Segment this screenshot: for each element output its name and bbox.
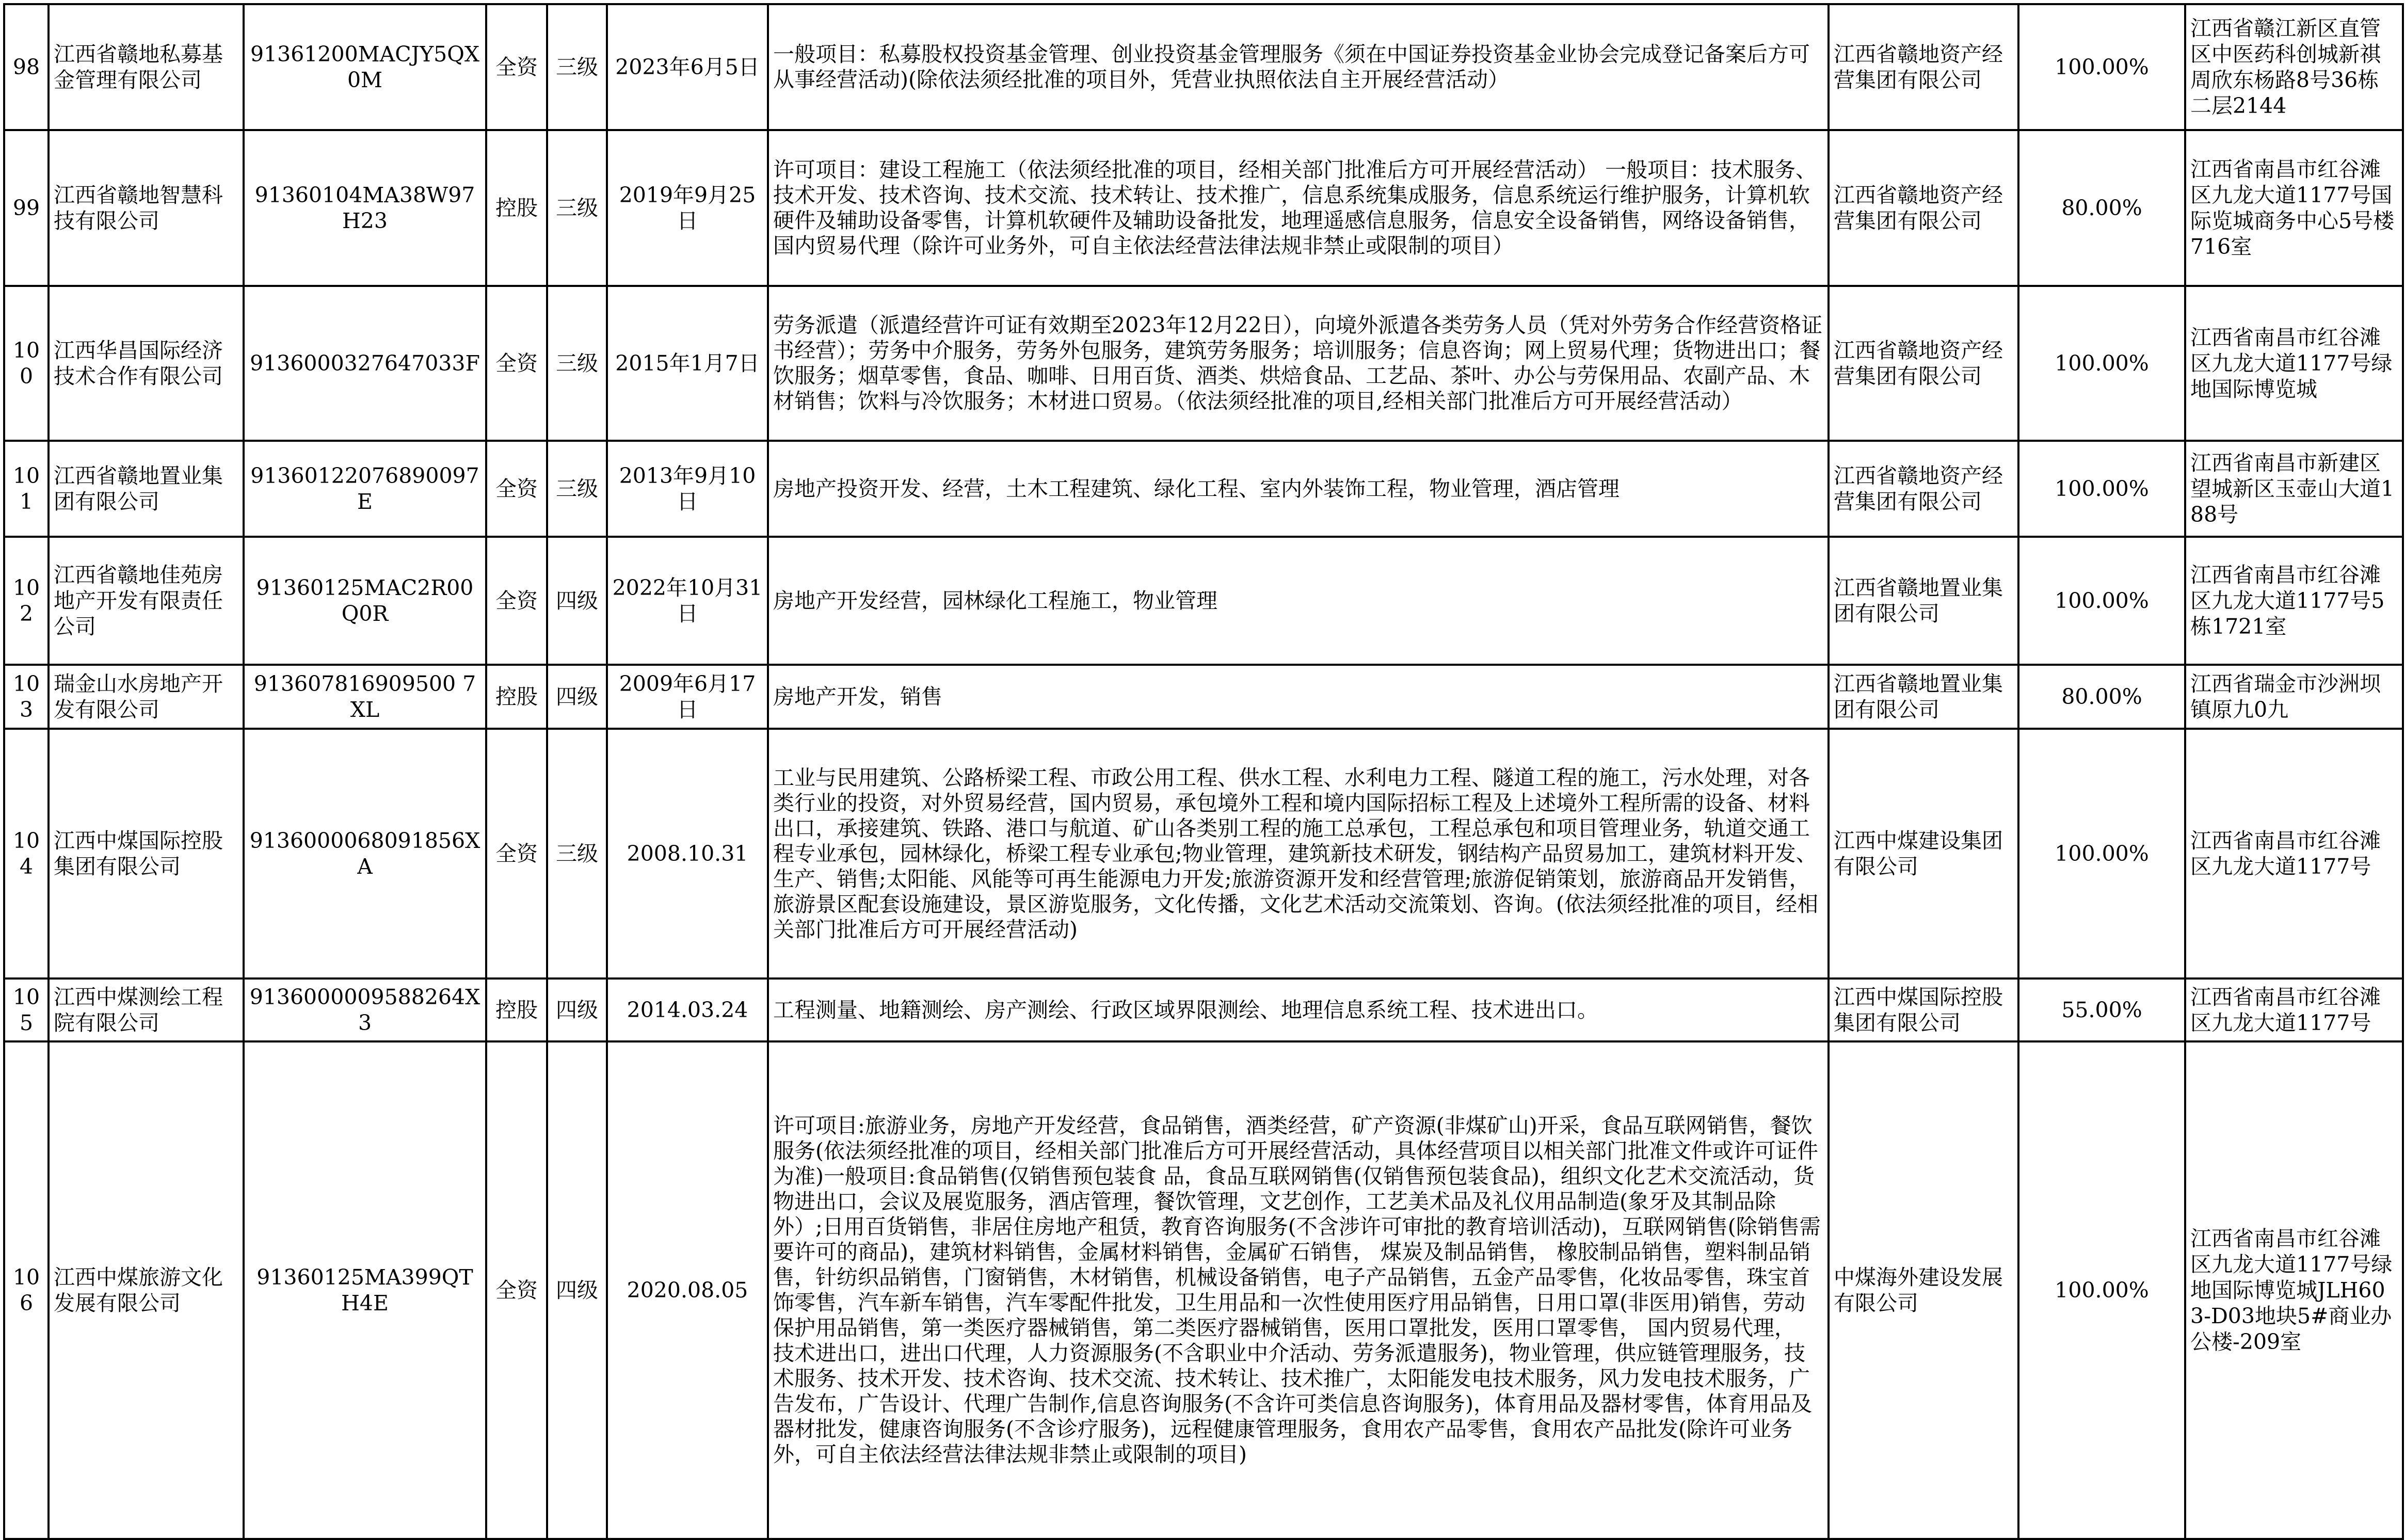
company-name: 江西省赣地私募基金管理有限公司 — [49, 4, 244, 130]
parent-company: 江西省赣地资产经营集团有限公司 — [1829, 130, 2018, 286]
establish-date: 2014.03.24 — [607, 978, 768, 1041]
credit-code: 91360122076890097E — [244, 441, 486, 537]
parent-company: 江西省赣地资产经营集团有限公司 — [1829, 4, 2018, 130]
row-number: 98 — [4, 4, 49, 130]
ownership-type: 全资 — [486, 729, 547, 978]
company-name: 瑞金山水房地产开发有限公司 — [49, 665, 244, 729]
parent-company: 江西省赣地置业集团有限公司 — [1829, 665, 2018, 729]
company-level: 三级 — [547, 729, 607, 978]
share-percentage: 100.00% — [2018, 286, 2185, 441]
table-row — [4, 537, 2403, 665]
business-scope: 房地产投资开发、经营，土木工程建筑、绿化工程、室内外装饰工程，物业管理，酒店管理 — [768, 441, 1829, 537]
share-percentage: 100.00% — [2018, 729, 2185, 978]
business-scope: 许可项目：建设工程施工（依法须经批准的项目，经相关部门批准后方可开展经营活动） 一般项目：技术服务、技术开发、技术咨询、技术交流、技术转让、技术推广，信息系统集成服务，信息系统运行维护服务，计算机软硬件及辅助设备零售，计算机软硬件及辅助设备批发，地理遥感信息服务，信息安全设备销售，网络设备销售，国内贸易代理（除许可业务外，可自主依法经营法律法规非禁止或限制的项目） — [768, 130, 1829, 286]
company-level: 三级 — [547, 286, 607, 441]
establish-date: 2013年9月10日 — [607, 441, 768, 537]
company-name: 江西省赣地佳苑房地产开发有限责任公司 — [49, 537, 244, 665]
company-level: 四级 — [547, 537, 607, 665]
ownership-type: 全资 — [486, 286, 547, 441]
credit-code: 91360125MAC2R00Q0R — [244, 537, 486, 665]
credit-code: 91361200MACJY5QX0M — [244, 4, 486, 130]
row-number: 100 — [4, 286, 49, 441]
registered-address: 江西省赣江新区直管区中医药科创城新祺周欣东杨路8号36栋二层2144 — [2185, 4, 2403, 130]
share-percentage: 80.00% — [2018, 130, 2185, 286]
company-level: 四级 — [547, 978, 607, 1041]
table-row — [4, 665, 2403, 729]
credit-code: 9136000068091856XA — [244, 729, 486, 978]
ownership-type: 全资 — [486, 1041, 547, 1539]
business-scope: 房地产开发经营，园林绿化工程施工，物业管理 — [768, 537, 1829, 665]
company-name: 江西省赣地智慧科技有限公司 — [49, 130, 244, 286]
ownership-type: 全资 — [486, 4, 547, 130]
row-number: 101 — [4, 441, 49, 537]
registered-address: 江西省南昌市红谷滩区九龙大道1177号 — [2185, 978, 2403, 1041]
business-scope: 工程测量、地籍测绘、房产测绘、行政区域界限测绘、地理信息系统工程、技术进出口。 — [768, 978, 1829, 1041]
table-row — [4, 441, 2403, 537]
company-name: 江西省赣地置业集团有限公司 — [49, 441, 244, 537]
company-level: 三级 — [547, 4, 607, 130]
establish-date: 2008.10.31 — [607, 729, 768, 978]
registered-address: 江西省南昌市红谷滩区九龙大道1177号5栋1721室 — [2185, 537, 2403, 665]
company-level: 三级 — [547, 441, 607, 537]
table-row — [4, 130, 2403, 286]
business-scope: 一般项目：私募股权投资基金管理、创业投资基金管理服务《须在中国证券投资基金业协会完成登记备案后方可从事经营活动)(除依法须经批准的项目外，凭营业执照依法自主开展经营活动） — [768, 4, 1829, 130]
table-row — [4, 286, 2403, 441]
ownership-type: 控股 — [486, 130, 547, 286]
share-percentage: 100.00% — [2018, 537, 2185, 665]
registered-address: 江西省南昌市红谷滩区九龙大道1177号 — [2185, 729, 2403, 978]
credit-code: 91360125MA399QTH4E — [244, 1041, 486, 1539]
registered-address: 江西省南昌市红谷滩区九龙大道1177号国际览城商务中心5号楼716室 — [2185, 130, 2403, 286]
share-percentage: 100.00% — [2018, 441, 2185, 537]
table-row — [4, 978, 2403, 1041]
credit-code: 9136000009588264X3 — [244, 978, 486, 1041]
parent-company: 江西中煤国际控股集团有限公司 — [1829, 978, 2018, 1041]
business-scope: 劳务派遣（派遣经营许可证有效期至2023年12月22日），向境外派遣各类劳务人员（凭对外劳务合作经营资格证书经营）；劳务中介服务，劳务外包服务，建筑劳务服务；培训服务；信息咨询；网上贸易代理；货物进出口；餐饮服务；烟草零售，食品、咖啡、日用百货、酒类、烘焙食品、工艺品、茶叶、办公与劳保用品、农副产品、木材销售；饮料与冷饮服务；木材进口贸易。（依法须经批准的项目,经相关部门批准后方可开展经营活动） — [768, 286, 1829, 441]
parent-company: 江西省赣地资产经营集团有限公司 — [1829, 441, 2018, 537]
business-scope: 工业与民用建筑、公路桥梁工程、市政公用工程、供水工程、水利电力工程、隧道工程的施工，污水处理，对各类行业的投资，对外贸易经营，国内贸易，承包境外工程和境内国际招标工程及上述境外工程所需的设备、材料出口，承接建筑、铁路、港口与航道、矿山各类别工程的施工总承包，工程总承包和项目管理业务，轨道交通工程专业承包，园林绿化，桥梁工程专业承包;物业管理，建筑新技术研发，钢结构产品贸易加工，建筑材料开发、生产、销售;太阳能、风能等可再生能源电力开发;旅游资源开发和经营管理;旅游促销策划，旅游商品开发销售，旅游景区配套设施建设，景区游览服务，文化传播，文化艺术活动交流策划、咨询。(依法须经批准的项目，经相关部门批准后方可开展经营活动) — [768, 729, 1829, 978]
share-percentage: 55.00% — [2018, 978, 2185, 1041]
business-scope: 房地产开发，销售 — [768, 665, 1829, 729]
registered-address: 江西省南昌市新建区望城新区玉壶山大道188号 — [2185, 441, 2403, 537]
company-name: 江西中煤测绘工程院有限公司 — [49, 978, 244, 1041]
establish-date: 2020.08.05 — [607, 1041, 768, 1539]
parent-company: 中煤海外建设发展有限公司 — [1829, 1041, 2018, 1539]
establish-date: 2022年10月31日 — [607, 537, 768, 665]
row-number: 106 — [4, 1041, 49, 1539]
company-registry-table — [3, 3, 2404, 1540]
parent-company: 江西省赣地资产经营集团有限公司 — [1829, 286, 2018, 441]
table-row — [4, 4, 2403, 130]
establish-date: 2023年6月5日 — [607, 4, 768, 130]
business-scope: 许可项目:旅游业务，房地产开发经营，食品销售，酒类经营，矿产资源(非煤矿山)开采，食品互联网销售，餐饮服务(依法须经批准的项目，经相关部门批准后方可开展经营活动，具体经营项目以相关部门批准文件或许可证件为准)一般项目:食品销售(仅销售预包装食 品，食品互联网销售(仅销售预包装食品)，组织文化艺术交流活动，货物进出口，会议及展览服务，酒店管理，餐饮管理，文艺创作，工艺美术品及礼仪用品制造(象牙及其制品除外）;日用百货销售，非居住房地产租赁，教育咨询服务(不含涉许可审批的教育培训活动)，互联网销售(除销售需要许可的商品)，建筑材料销售，金属材料销售，金属矿石销售， 煤炭及制品销售， 橡胶制品销售，塑料制品销售，针纺织品销售，门窗销售，木材销售，机械设备销售，电子产品销售，五金产品零售，化妆品零售，珠宝首饰零售，汽车新车销售，汽车零配件批发，卫生用品和一次性使用医疗用品销售，日用口罩(非医用)销售，劳动保护用品销售，第一类医疗器械销售，第二类医疗器械销售，医用口罩批发，医用口罩零售， 国内贸易代理， 技术进出口，进出口代理，人力资源服务(不含职业中介活动、劳务派遣服务)，物业管理，供应链管理服务，技术服务、技术开发、技术咨询、技术交流、技术转让、技术推广，太阳能发电技术服务，风力发电技术服务，广告发布，广告设计、代理广告制作,信息咨询服务(不含许可类信息咨询服务)，体育用品及器材零售，体育用品及器材批发，健康咨询服务(不含诊疗服务)，远程健康管理服务，食用农产品零售，食用农产品批发(除许可业务外，可自主依法经营法律法规非禁止或限制的项目) — [768, 1041, 1829, 1539]
credit-code: 91360104MA38W97H23 — [244, 130, 486, 286]
company-level: 三级 — [547, 130, 607, 286]
row-number: 104 — [4, 729, 49, 978]
establish-date: 2009年6月17日 — [607, 665, 768, 729]
row-number: 99 — [4, 130, 49, 286]
share-percentage: 100.00% — [2018, 4, 2185, 130]
ownership-type: 控股 — [486, 978, 547, 1041]
company-name: 江西华昌国际经济技术合作有限公司 — [49, 286, 244, 441]
table-row — [4, 1041, 2403, 1539]
row-number: 105 — [4, 978, 49, 1041]
establish-date: 2015年1月7日 — [607, 286, 768, 441]
table-row — [4, 729, 2403, 978]
ownership-type: 全资 — [486, 441, 547, 537]
establish-date: 2019年9月25日 — [607, 130, 768, 286]
company-name: 江西中煤国际控股集团有限公司 — [49, 729, 244, 978]
share-percentage: 100.00% — [2018, 1041, 2185, 1539]
ownership-type: 控股 — [486, 665, 547, 729]
row-number: 102 — [4, 537, 49, 665]
registered-address: 江西省瑞金市沙洲坝镇原九0九 — [2185, 665, 2403, 729]
credit-code: 913607816909500 7XL — [244, 665, 486, 729]
company-name: 江西中煤旅游文化发展有限公司 — [49, 1041, 244, 1539]
company-level: 四级 — [547, 1041, 607, 1539]
registered-address: 江西省南昌市红谷滩区九龙大道1177号绿地国际博览城 — [2185, 286, 2403, 441]
row-number: 103 — [4, 665, 49, 729]
ownership-type: 全资 — [486, 537, 547, 665]
share-percentage: 80.00% — [2018, 665, 2185, 729]
registered-address: 江西省南昌市红谷滩区九龙大道1177号绿地国际博览城JLH603-D03地块5#商业办公楼-209室 — [2185, 1041, 2403, 1539]
credit-code: 9136000327647033F — [244, 286, 486, 441]
company-level: 四级 — [547, 665, 607, 729]
parent-company: 江西省赣地置业集团有限公司 — [1829, 537, 2018, 665]
parent-company: 江西中煤建设集团有限公司 — [1829, 729, 2018, 978]
